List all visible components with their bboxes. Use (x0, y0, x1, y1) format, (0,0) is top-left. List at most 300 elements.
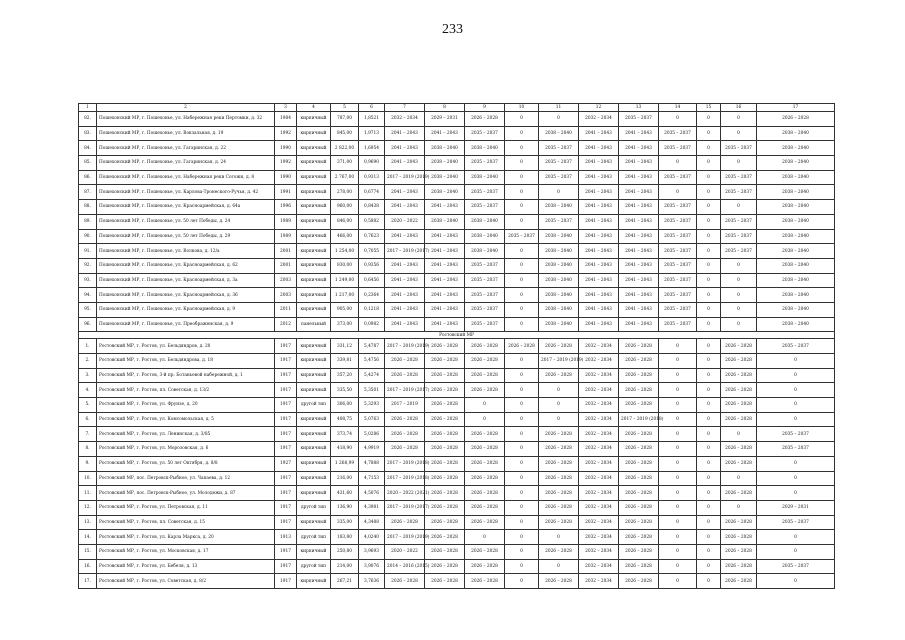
table-cell: 2026 – 2028 (385, 354, 425, 369)
table-cell: 0 (697, 574, 721, 589)
table-cell: 1917 (275, 515, 297, 530)
table-cell: 11 (539, 104, 579, 112)
table-cell: 0 (659, 544, 697, 559)
table-cell: 2029 – 2031 (757, 500, 835, 515)
table-cell: 0 (505, 244, 539, 259)
table-cell: 2026 – 2028 (465, 544, 505, 559)
table-cell: 2026 – 2028 (721, 530, 757, 545)
table-cell: 2026 – 2028 (465, 559, 505, 574)
table-cell: 2032 – 2034 (579, 500, 619, 515)
table-cell: 1927 (275, 456, 297, 471)
table-cell: 1 (79, 104, 97, 112)
table-cell: 2038 – 2040 (757, 317, 835, 332)
table-row (79, 412, 835, 427)
table-cell: 2038 – 2040 (757, 258, 835, 273)
table-cell: 0 (659, 339, 697, 354)
table-cell: 0 (697, 229, 721, 244)
table-cell: 2038 – 2040 (539, 288, 579, 303)
table-cell: 2041 – 2043 (425, 126, 465, 141)
table-row (79, 317, 835, 332)
table-cell: 0 (697, 530, 721, 545)
table-cell: 2041 – 2043 (579, 244, 619, 259)
table-cell: 1917 (275, 412, 297, 427)
table-cell: 85. (79, 156, 97, 171)
table-cell: 2026 – 2028 (619, 515, 659, 530)
table-cell: Ростовский МР, г. Ростов, ул. Морозовская, д. 6 (97, 442, 275, 457)
table-cell: Ростовский МР, пос. Петровск-Рыбное, ул. Чапаева, д. 12 (97, 471, 275, 486)
table-cell: 2035 – 2037 (659, 229, 697, 244)
table-cell: 2020 – 2022 (385, 544, 425, 559)
table-cell: 0 (757, 574, 835, 589)
table-cell: кирпичный (297, 156, 331, 171)
table-cell: 7. (79, 427, 97, 442)
table-cell: 267,21 (331, 574, 359, 589)
data-table (78, 103, 835, 589)
table-cell: 2038 – 2040 (465, 170, 505, 185)
table-row (79, 559, 835, 574)
table-cell: 9. (79, 456, 97, 471)
table-cell: 13 (619, 104, 659, 112)
table-cell: 2017 – 2019 (2018) (385, 471, 425, 486)
table-row (79, 456, 835, 471)
table-cell: 2035 – 2037 (659, 258, 697, 273)
table-cell: 1 254,00 (331, 244, 359, 259)
table-row (79, 112, 835, 127)
table-cell: 2035 – 2037 (465, 258, 505, 273)
table-cell: 1,9713 (359, 126, 385, 141)
table-cell: 0 (721, 302, 757, 317)
table-cell: 2026 – 2028 (619, 544, 659, 559)
table-cell: 2020 – 2022 (2021) (385, 486, 425, 501)
table-cell: 0,6774 (359, 185, 385, 200)
table-cell: 2026 – 2028 (425, 354, 465, 369)
table-cell: 12. (79, 500, 97, 515)
table-cell: 2032 – 2034 (579, 412, 619, 427)
table-cell: 2026 – 2028 (619, 574, 659, 589)
table-cell: 1992 (275, 126, 297, 141)
table-cell: 2026 – 2028 (385, 574, 425, 589)
table-cell: 2035 – 2037 (465, 185, 505, 200)
table-cell: 2038 – 2040 (465, 141, 505, 156)
table-cell: 0 (697, 126, 721, 141)
table-cell: 2032 – 2034 (579, 574, 619, 589)
table-cell: 2035 – 2037 (721, 141, 757, 156)
table-cell: 2026 – 2028 (465, 456, 505, 471)
table-cell: 2038 – 2040 (539, 244, 579, 259)
table-cell: 2026 – 2028 (425, 500, 465, 515)
table-cell: 4. (79, 383, 97, 398)
table-cell: 1917 (275, 339, 297, 354)
table-row (79, 302, 835, 317)
table-cell: 183,80 (331, 530, 359, 545)
table-cell: 2032 – 2034 (579, 383, 619, 398)
table-cell: 0 (505, 530, 539, 545)
table-cell: 3,9693 (359, 544, 385, 559)
table-cell: 3,7636 (359, 574, 385, 589)
table-cell: 4,0240 (359, 530, 385, 545)
table-cell: 2038 – 2040 (539, 126, 579, 141)
table-cell: 2032 – 2034 (579, 530, 619, 545)
table-cell: 0 (721, 126, 757, 141)
table-cell: 2041 – 2043 (619, 141, 659, 156)
table-cell: 0 (505, 471, 539, 486)
table-cell: 2041 – 2043 (579, 126, 619, 141)
table-cell: 408,75 (331, 412, 359, 427)
table-cell: 2026 – 2028 (465, 471, 505, 486)
table-cell: 2041 – 2043 (619, 214, 659, 229)
table-cell: 2038 – 2040 (465, 244, 505, 259)
table-cell: 2041 – 2043 (425, 244, 465, 259)
table-cell: 0 (697, 383, 721, 398)
table-cell: 14 (659, 104, 697, 112)
table-cell: 136,90 (331, 500, 359, 515)
table-cell: 2038 – 2040 (539, 258, 579, 273)
table-cell: 14. (79, 530, 97, 545)
table-row (79, 185, 835, 200)
table-cell: 1990 (275, 170, 297, 185)
table-cell: 2041 – 2043 (579, 214, 619, 229)
table-cell: 2041 – 2043 (579, 229, 619, 244)
table-cell: 2041 – 2043 (579, 170, 619, 185)
table-cell: 2003 (275, 273, 297, 288)
table-cell: 2041 – 2043 (385, 156, 425, 171)
table-cell: 0 (505, 288, 539, 303)
table-cell: 16 (721, 104, 757, 112)
table-cell: 2026 – 2028 (619, 559, 659, 574)
table-cell: 0 (505, 559, 539, 574)
table-cell: 2035 – 2037 (465, 273, 505, 288)
table-cell: 2026 – 2028 (619, 398, 659, 413)
table-cell: кирпичный (297, 302, 331, 317)
table-cell: 2017 – 2019 (2017) (385, 244, 425, 259)
table-cell: 0 (697, 412, 721, 427)
table-cell: 2026 – 2028 (465, 515, 505, 530)
table-cell: 2026 – 2028 (619, 354, 659, 369)
table-cell: 0,5882 (359, 214, 385, 229)
table-cell: 2026 – 2028 (619, 486, 659, 501)
table-cell: 0 (659, 185, 697, 200)
table-cell: 17. (79, 574, 97, 589)
table-cell: 2041 – 2043 (579, 288, 619, 303)
table-cell: кирпичный (297, 126, 331, 141)
table-cell: 2032 – 2034 (579, 442, 619, 457)
table-cell: 0 (505, 368, 539, 383)
table-cell: 6 (359, 104, 385, 112)
table-cell: 0 (505, 126, 539, 141)
table-cell: 2032 – 2034 (579, 544, 619, 559)
table-cell: 0 (659, 530, 697, 545)
table-cell: 2041 – 2043 (579, 273, 619, 288)
table-cell: 2035 – 2037 (757, 427, 835, 442)
table-cell: Пошехонский МР, г. Пошехонье, ул. Красноармейская, д. 62 (97, 258, 275, 273)
table-cell: 2038 – 2040 (425, 156, 465, 171)
table-cell: 0 (721, 156, 757, 171)
table-cell: 5,0763 (359, 412, 385, 427)
table-cell: 2038 – 2040 (425, 141, 465, 156)
table-cell: 2035 – 2037 (721, 214, 757, 229)
table-cell: 2035 – 2037 (757, 442, 835, 457)
table-cell: 2026 – 2028 (619, 471, 659, 486)
table-cell: 15 (697, 104, 721, 112)
table-cell: 4,7153 (359, 471, 385, 486)
table-cell: 0 (697, 456, 721, 471)
table-cell: 4,5076 (359, 486, 385, 501)
table-cell: 2026 – 2028 (539, 442, 579, 457)
table-cell: Ростовский МР, г. Ростов, ул. Комсомольская, д. 5 (97, 412, 275, 427)
table-cell: 0 (539, 383, 579, 398)
table-cell: Пошехонский МР, г. Пошехонье, ул. Красноармейская, д. 64а (97, 200, 275, 215)
table-row (79, 141, 835, 156)
table-cell: 2035 – 2037 (659, 214, 697, 229)
table-cell: 2026 – 2028 (619, 500, 659, 515)
table-cell: Ростовский МР, пос. Петровск-Рыбное, ул. Молодежи, д. 87 (97, 486, 275, 501)
table-cell: 2032 – 2034 (579, 515, 619, 530)
table-cell: 2041 – 2043 (385, 288, 425, 303)
table-cell: 2. (79, 354, 97, 369)
table-cell: 2041 – 2043 (619, 126, 659, 141)
table-cell: 2035 – 2037 (721, 229, 757, 244)
table-cell: 2035 – 2037 (659, 302, 697, 317)
table-cell: 2035 – 2037 (619, 112, 659, 127)
table-cell: 2035 – 2037 (465, 288, 505, 303)
table-cell: 2035 – 2037 (659, 244, 697, 259)
table-cell: Ростовский МР, г. Ростов, ул. Бебеля, д. 13 (97, 559, 275, 574)
table-cell: 17 (757, 104, 835, 112)
table-cell: 2026 – 2028 (425, 339, 465, 354)
table-cell: 0 (757, 486, 835, 501)
table-cell: 0,0982 (359, 317, 385, 332)
table-cell: Пошехонский МР, г. Пошехонье, ул. Волкова, д. 12/а (97, 244, 275, 259)
table-cell: 0 (505, 185, 539, 200)
table-cell: Пошехонский МР, г. Пошехонье, ул. Красноармейская, д. 9 (97, 302, 275, 317)
table-cell: 3,9076 (359, 559, 385, 574)
table-cell: 2035 – 2037 (757, 515, 835, 530)
table-cell: кирпичный (297, 515, 331, 530)
table-cell: 0 (505, 302, 539, 317)
table-cell: 1996 (275, 200, 297, 215)
table-cell: 2026 – 2028 (465, 427, 505, 442)
table-cell: 2001 (275, 258, 297, 273)
table-cell: 0 (721, 258, 757, 273)
table-cell: 0 (721, 112, 757, 127)
table-cell: 2038 – 2040 (757, 214, 835, 229)
table-row (79, 515, 835, 530)
table-cell: 2038 – 2040 (757, 170, 835, 185)
table-cell: 2041 – 2043 (425, 229, 465, 244)
table-cell: 2035 – 2037 (659, 317, 697, 332)
table-cell: 0 (721, 273, 757, 288)
table-cell: 0 (505, 442, 539, 457)
table-cell: 0 (505, 515, 539, 530)
table-row (79, 214, 835, 229)
table-cell: 4 (297, 104, 331, 112)
table-cell: 418,90 (331, 442, 359, 457)
table-cell: 3. (79, 368, 97, 383)
table-cell: 2035 – 2037 (465, 200, 505, 215)
table-cell: 2041 – 2043 (385, 229, 425, 244)
table-row (79, 354, 835, 369)
table-cell: 2026 – 2028 (539, 427, 579, 442)
table-cell: 5. (79, 398, 97, 413)
table-cell: кирпичный (297, 141, 331, 156)
table-cell: 8. (79, 442, 97, 457)
table-cell: 2041 – 2043 (619, 302, 659, 317)
table-cell: кирпичный (297, 368, 331, 383)
table-cell: 2012 (275, 317, 297, 332)
table-cell: 2038 – 2040 (757, 273, 835, 288)
table-cell: 2 767,00 (331, 170, 359, 185)
table-cell: 2026 – 2028 (425, 530, 465, 545)
table-cell: 2026 – 2028 (721, 398, 757, 413)
table-cell: 96. (79, 317, 97, 332)
table-cell: 830,00 (331, 258, 359, 273)
table-cell: 373,00 (331, 317, 359, 332)
table-cell: 0 (697, 317, 721, 332)
table-cell: 89. (79, 214, 97, 229)
table-cell: 0,1218 (359, 302, 385, 317)
page-number: 233 (442, 22, 463, 37)
table-cell: кирпичный (297, 574, 331, 589)
table-cell: 11. (79, 486, 97, 501)
table-row (79, 383, 835, 398)
table-cell: 2041 – 2043 (385, 273, 425, 288)
table-row (79, 170, 835, 185)
table-cell: 2017 – 2019 (2017) (385, 383, 425, 398)
table-cell: 2041 – 2043 (425, 317, 465, 332)
table-cell: кирпичный (297, 258, 331, 273)
table-cell: 2038 – 2040 (757, 185, 835, 200)
table-cell: 0,6456 (359, 273, 385, 288)
table-cell: Пошехонский МР, г. Пошехонье, ул. Красноармейская, д. 3а (97, 273, 275, 288)
table-cell: 2035 – 2037 (505, 229, 539, 244)
table-cell: 82. (79, 112, 97, 127)
table-row (79, 500, 835, 515)
table-row (79, 368, 835, 383)
table-cell: 2026 – 2028 (425, 442, 465, 457)
table-cell: 87. (79, 185, 97, 200)
table-header-row (79, 104, 835, 112)
table-cell: 4,7888 (359, 456, 385, 471)
table-cell: 2026 – 2028 (721, 383, 757, 398)
table-row (79, 471, 835, 486)
table-cell: 0 (659, 368, 697, 383)
table-cell: 1989 (275, 229, 297, 244)
table-cell: 1 217,00 (331, 288, 359, 303)
table-cell: Пошехонский МР, г. Пошехонье, ул. Гагаринская, д. 22 (97, 141, 275, 156)
table-cell: 2035 – 2037 (659, 126, 697, 141)
table-cell: 2026 – 2028 (721, 559, 757, 574)
table-cell: кирпичный (297, 185, 331, 200)
table-cell: 5,4787 (359, 339, 385, 354)
table-cell: 2041 – 2043 (579, 302, 619, 317)
table-cell: 10 (505, 104, 539, 112)
table-cell: 2038 – 2040 (757, 288, 835, 303)
table-cell: 0 (697, 288, 721, 303)
table-cell: кирпичный (297, 200, 331, 215)
table-cell: 2038 – 2040 (757, 302, 835, 317)
table-cell: 1991 (275, 185, 297, 200)
table-row (79, 288, 835, 303)
table-cell: 2026 – 2028 (425, 398, 465, 413)
table-cell: 86. (79, 170, 97, 185)
table-cell: 1,6954 (359, 141, 385, 156)
table-cell: 2035 – 2037 (721, 244, 757, 259)
table-cell: 2026 – 2028 (465, 486, 505, 501)
table-cell: 91. (79, 244, 97, 259)
table-cell: 0,7055 (359, 244, 385, 259)
table-cell: 2026 – 2028 (425, 456, 465, 471)
table-cell: кирпичный (297, 456, 331, 471)
table-cell: 2041 – 2043 (385, 185, 425, 200)
table-cell: 2026 – 2028 (619, 368, 659, 383)
table-cell: кирпичный (297, 244, 331, 259)
table-cell: 278,00 (331, 185, 359, 200)
table-cell: 2035 – 2037 (539, 170, 579, 185)
table-cell: 2035 – 2037 (659, 273, 697, 288)
table-cell: 0 (721, 471, 757, 486)
table-cell: 2026 – 2028 (721, 456, 757, 471)
table-cell: 2038 – 2040 (465, 229, 505, 244)
table-cell: 0 (659, 559, 697, 574)
table-cell: 2041 – 2043 (579, 200, 619, 215)
table-cell: 0 (505, 273, 539, 288)
table-cell: 2026 – 2028 (465, 112, 505, 127)
table-cell: 214,00 (331, 559, 359, 574)
table-cell: 2026 – 2028 (425, 515, 465, 530)
table-cell: 0 (721, 288, 757, 303)
table-cell: 5,3501 (359, 383, 385, 398)
table-cell: 2026 – 2028 (465, 354, 505, 369)
table-cell: 95. (79, 302, 97, 317)
table-cell: 2026 – 2028 (721, 515, 757, 530)
table-cell: 2026 – 2028 (385, 412, 425, 427)
table-cell: 0 (505, 156, 539, 171)
table-cell: 0,9690 (359, 156, 385, 171)
table-cell: кирпичный (297, 170, 331, 185)
table-cell: 0,7623 (359, 229, 385, 244)
table-cell: 13. (79, 515, 97, 530)
table-cell: 5 (331, 104, 359, 112)
table-cell: 16. (79, 559, 97, 574)
table-cell: 2026 – 2028 (425, 574, 465, 589)
table-cell: Ростовский МР, г. Ростов, пл. Советская, д. 13/2 (97, 383, 275, 398)
table-cell: 1917 (275, 471, 297, 486)
table-cell: кирпичный (297, 544, 331, 559)
table-cell: 905,00 (331, 302, 359, 317)
table-cell: другой тип (297, 530, 331, 545)
table-cell: 2035 – 2037 (659, 170, 697, 185)
table-cell: 2026 – 2028 (539, 368, 579, 383)
table-cell: 84. (79, 141, 97, 156)
table-cell: 2026 – 2028 (539, 486, 579, 501)
table-cell: 2041 – 2043 (619, 170, 659, 185)
table-cell: 1 268,99 (331, 456, 359, 471)
table-cell: 2041 – 2043 (385, 126, 425, 141)
table-cell: 0 (659, 156, 697, 171)
table-cell: 2 (97, 104, 275, 112)
table-cell: 1 249,00 (331, 273, 359, 288)
table-cell: 371,00 (331, 156, 359, 171)
table-cell: 2026 – 2028 (721, 544, 757, 559)
table-cell: 0 (697, 214, 721, 229)
table-cell: 0 (505, 317, 539, 332)
table-cell: 4,9919 (359, 442, 385, 457)
table-cell: 0 (505, 383, 539, 398)
table-cell: Ростовский МР, г. Ростов, пл. Советская, д. 15 (97, 515, 275, 530)
table-cell: 0 (697, 442, 721, 457)
region-heading: Ростовский МР (79, 332, 835, 339)
table-cell: 2029 – 2031 (425, 112, 465, 127)
